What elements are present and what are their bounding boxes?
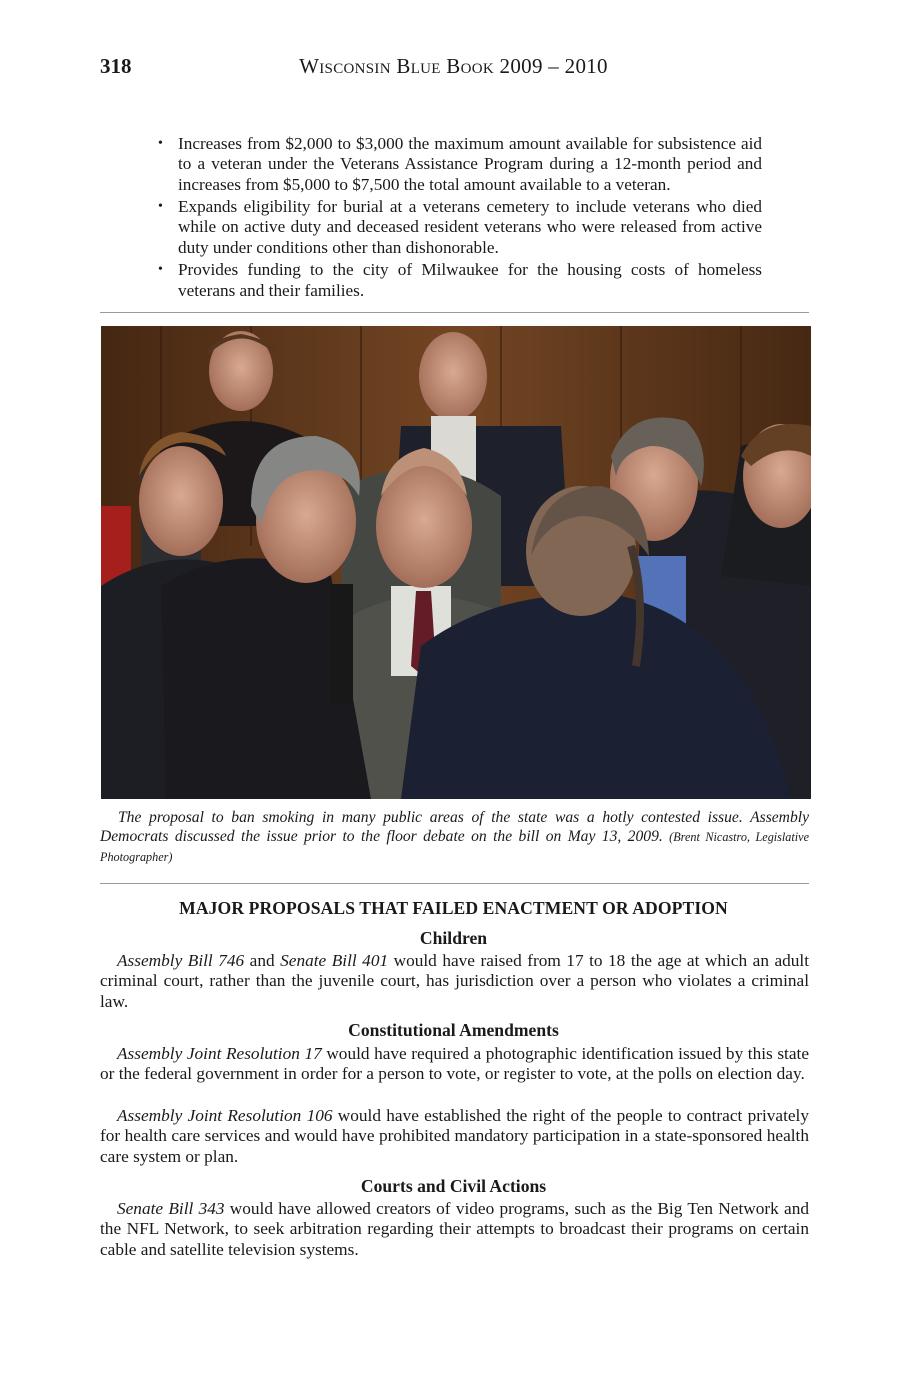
- paragraph-text: would have raised from 17 to 18 the age at which an adult criminal court, rather than the juvenile court, has jurisdiction over a person who violates a criminal law.: [100, 951, 810, 1011]
- paragraph-children: [100, 951, 809, 1012]
- list-item-text: Provides funding to the city of Milwaukee for the housing costs of homeless veterans and their families.: [178, 260, 762, 300]
- subheading-children: Children: [419, 928, 488, 948]
- bill-name: Assembly Joint Resolution 17: [117, 1044, 322, 1063]
- paragraph-text: and: [244, 951, 281, 970]
- list-item: [156, 134, 762, 195]
- bill-name: Assembly Bill 746: [117, 951, 245, 970]
- paragraph-sb343: [100, 1199, 809, 1260]
- photo-caption: [100, 808, 809, 867]
- photo-credit: (Brent Nicastro, Legislative Photographer): [100, 830, 809, 864]
- paragraph-ajr17: [100, 1044, 809, 1085]
- bullet-icon: •: [158, 262, 163, 278]
- page-number: 318: [100, 54, 132, 78]
- paragraph-ajr106: [100, 1106, 809, 1167]
- divider-rule: [100, 312, 809, 313]
- subheading-courts-civil-actions: Courts and Civil Actions: [360, 1176, 547, 1196]
- divider-rule: [100, 883, 809, 884]
- bullet-icon: •: [158, 136, 163, 151]
- paragraph-text: would have established the right of the people to contract privately for health care services and would have prohibited mandatory participation in a state-sponsored health care system or plan.: [100, 1106, 809, 1166]
- subheading-constitutional-amendments: Constitutional Amendments: [348, 1020, 559, 1040]
- bill-name: Senate Bill 343: [117, 1199, 225, 1218]
- list-item: [156, 197, 762, 258]
- paragraph-text: would have allowed creators of video programs, such as the Big Ten Network and the NFL Network, to seek arbitration regarding their attempts to broadcast their programs on certain cable and satellite television systems.: [100, 1199, 809, 1259]
- list-item-text: Increases from $2,000 to $3,000 the maximum amount available for subsistence aid to a veteran under the Veterans Assistance Program during a 12-month period and increases from $5,000 to $7,500 the total amount available to a veteran.: [178, 134, 762, 194]
- running-title: Wisconsin Blue Book 2009 – 2010: [299, 54, 608, 78]
- photo-illustration: [101, 326, 811, 799]
- assembly-democrats-photo: [101, 326, 811, 799]
- bill-name: Senate Bill 401: [280, 951, 389, 970]
- bill-name: Assembly Joint Resolution 106: [117, 1106, 333, 1125]
- veterans-bullet-list: [156, 134, 762, 303]
- paragraph-text: would have required a photographic identification issued by this state or the federal government in order for a person to vote, or register to vote, at the polls on election day.: [100, 1044, 809, 1084]
- list-item-text: Expands eligibility for burial at a veterans cemetery to include veterans who died while on active duty and deceased resident veterans who were released from active duty under conditions other than dishonorable.: [178, 197, 762, 257]
- list-item: [156, 260, 762, 301]
- caption-text: The proposal to ban smoking in many public areas of the state was a hotly contested issue. Assembly Democrats discussed the issue prior to the floor debate on the bill on May 13, 2009.: [100, 809, 809, 845]
- bullet-icon: •: [158, 199, 163, 215]
- section-title: MAJOR PROPOSALS THAT FAILED ENACTMENT OR ADOPTION: [179, 898, 728, 918]
